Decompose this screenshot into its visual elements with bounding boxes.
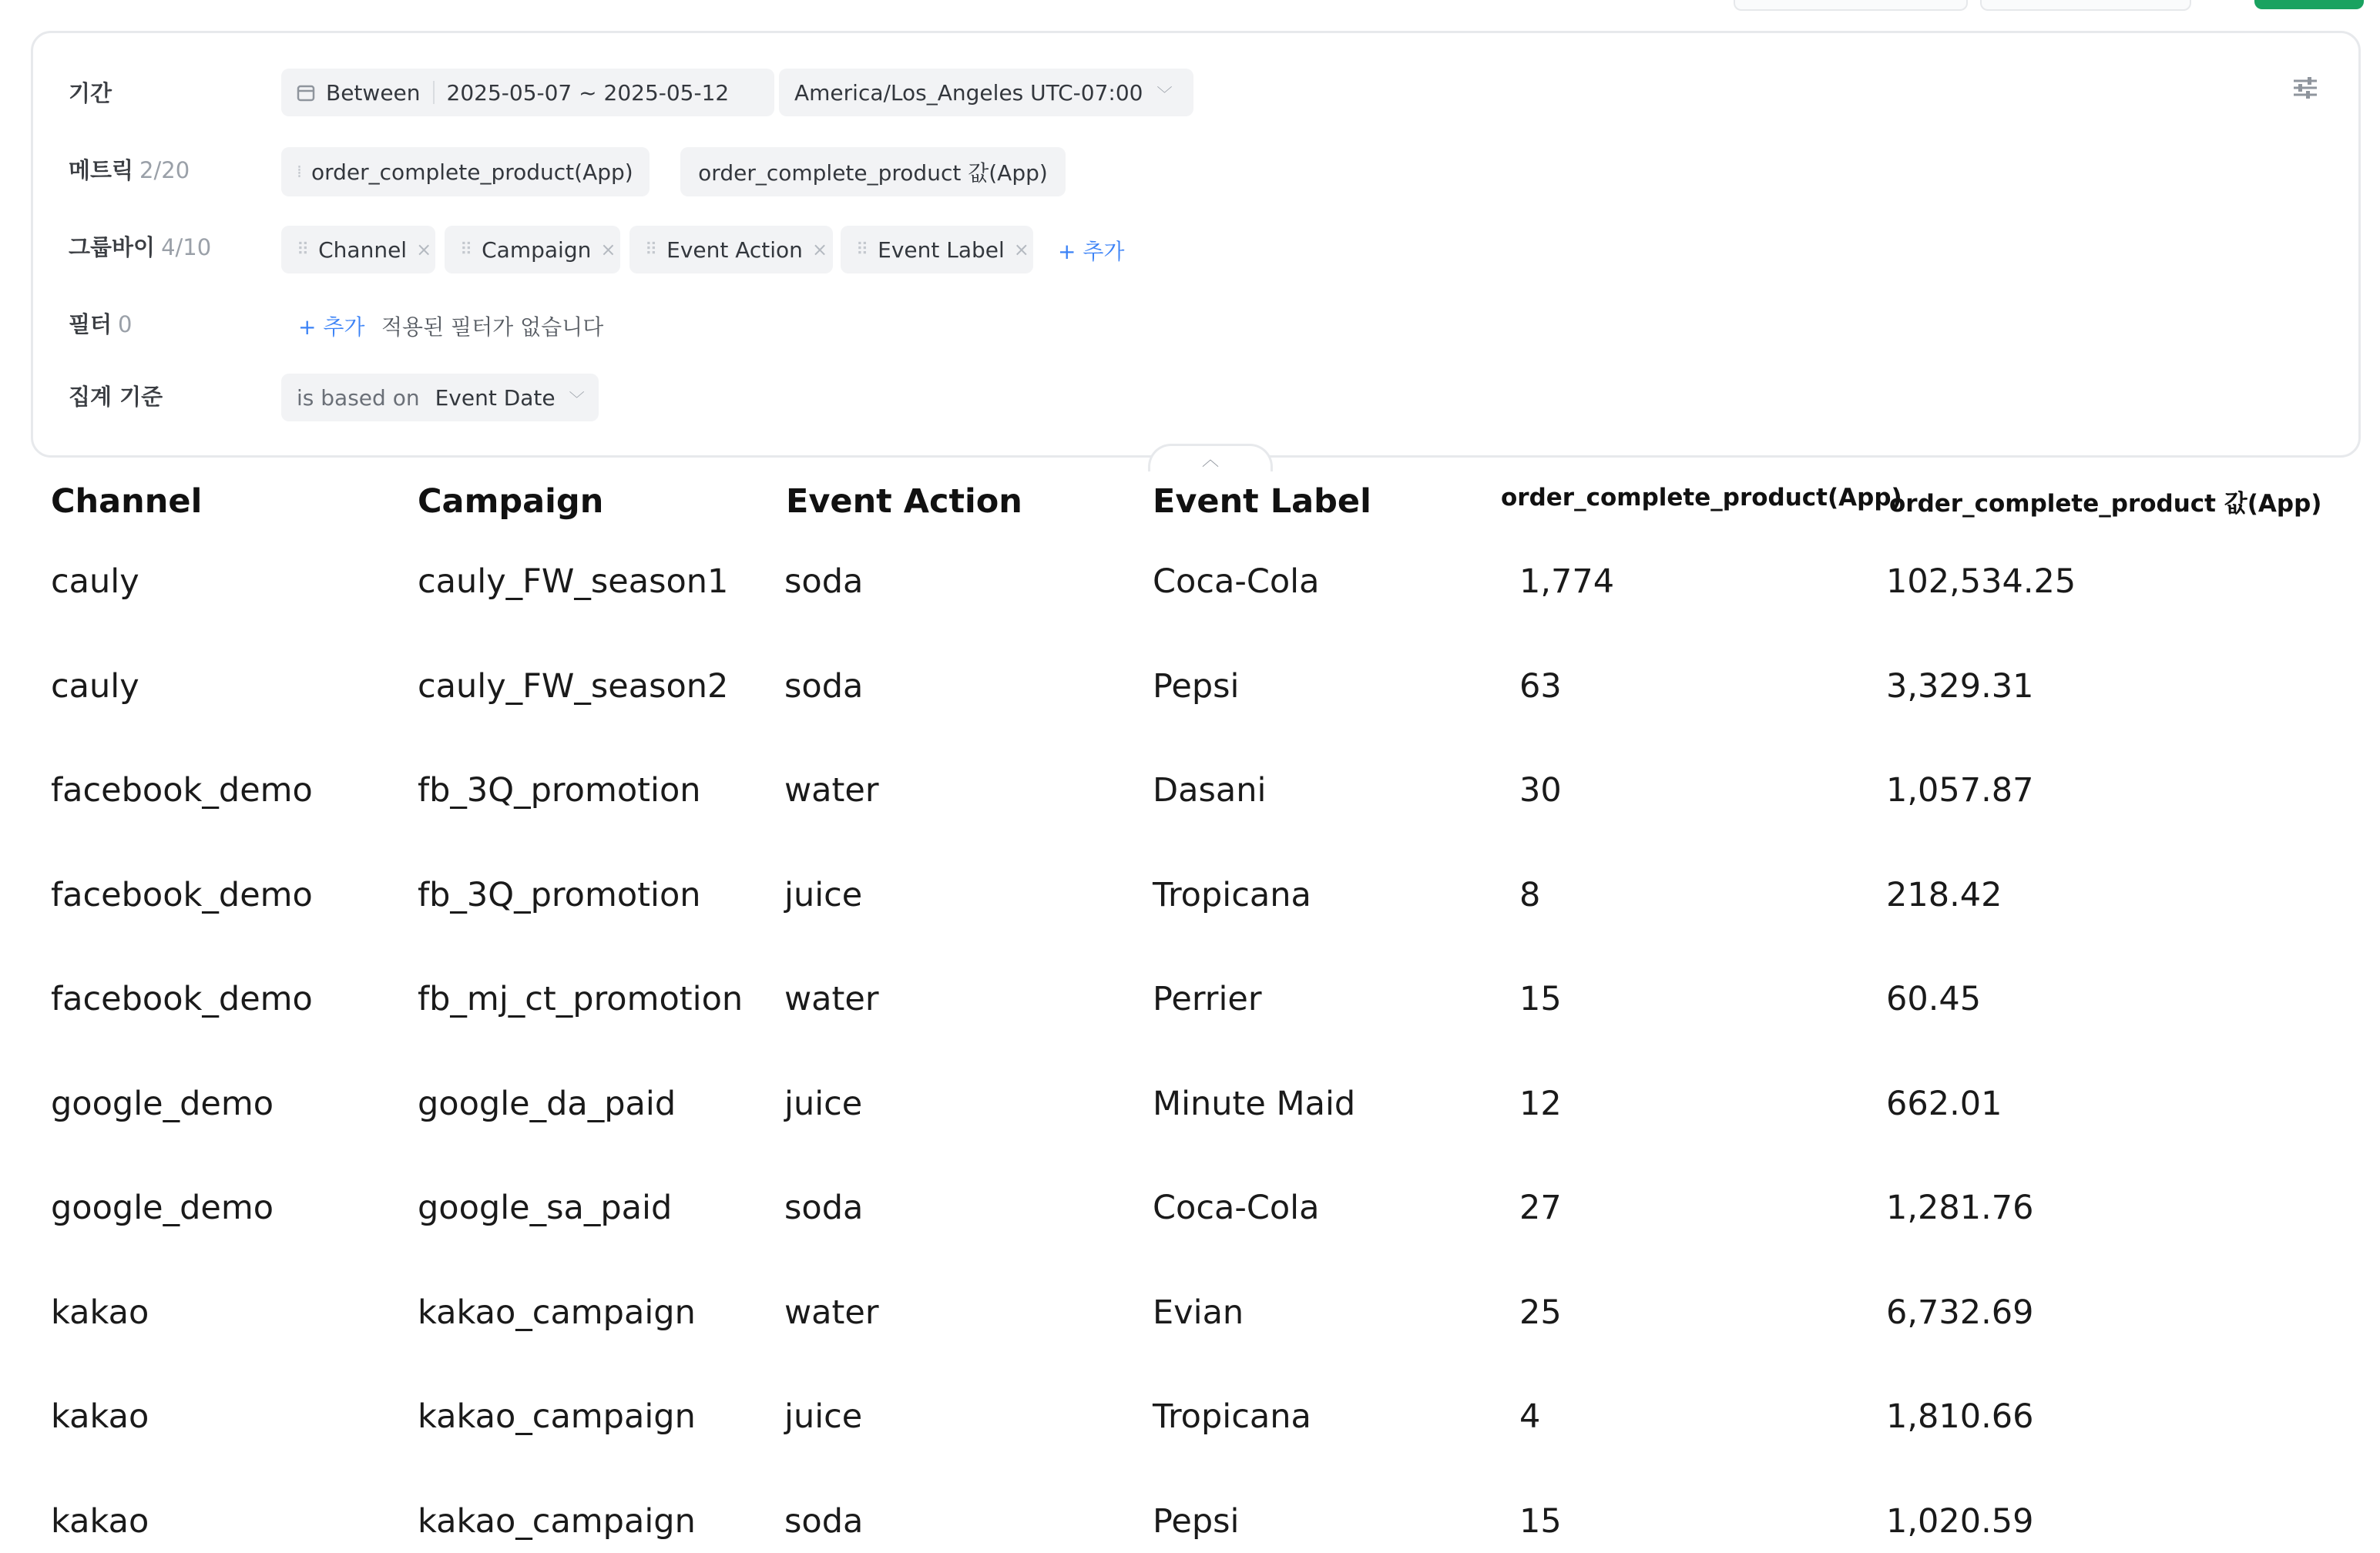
collapse-panel-button[interactable]	[1148, 444, 1273, 471]
groupby-chip-event-action[interactable]	[629, 226, 833, 273]
column-header-event-label[interactable]: Event Label	[1153, 482, 1371, 521]
metric-count-cell: 30	[1519, 771, 1562, 810]
groupby-chip-label: Event Label	[878, 236, 1005, 263]
metric-chip[interactable]	[680, 147, 1066, 196]
event-action-cell: soda	[784, 562, 864, 601]
metric-count-cell: 1,774	[1519, 562, 1615, 601]
channel-cell: kakao	[51, 1397, 149, 1436]
metric-chip[interactable]	[281, 147, 650, 196]
toolbar-stub	[1980, 0, 2191, 11]
event-label-cell: Coca-Cola	[1153, 562, 1320, 601]
event-action-cell: soda	[784, 1502, 864, 1541]
drag-handle-icon[interactable]: ⠿	[297, 240, 308, 260]
campaign-cell: kakao_campaign	[418, 1293, 696, 1332]
filter-add-button[interactable]: + 추가	[298, 314, 365, 340]
event-action-cell: water	[784, 1293, 879, 1332]
aggregation-value: Event Date	[435, 384, 556, 411]
close-icon[interactable]: ×	[1013, 239, 1029, 260]
metric-count-cell: 25	[1519, 1293, 1562, 1332]
event-label-cell: Evian	[1153, 1293, 1244, 1332]
chevron-down-icon: ﹀	[569, 389, 585, 408]
campaign-cell: fb_mj_ct_promotion	[418, 980, 744, 1018]
column-header-campaign[interactable]: Campaign	[418, 482, 604, 521]
metric-value-cell: 6,732.69	[1886, 1293, 2034, 1332]
channel-cell: cauly	[51, 562, 139, 601]
event-action-cell: water	[784, 771, 879, 810]
timezone-select[interactable]	[779, 69, 1193, 116]
close-icon[interactable]: ×	[416, 239, 432, 260]
column-header-metric-value[interactable]: order_complete_product 값(App)	[1889, 490, 2322, 518]
metric-value-cell: 3,329.31	[1886, 667, 2034, 706]
metric-count-cell: 27	[1519, 1189, 1562, 1227]
date-range-value: 2025-05-07 ~ 2025-05-12	[446, 79, 730, 106]
campaign-cell: fb_3Q_promotion	[418, 876, 701, 914]
channel-cell: google_demo	[51, 1085, 274, 1123]
event-label-cell: Dasani	[1153, 771, 1267, 810]
drag-handle-icon[interactable]: ⠿	[460, 240, 472, 260]
toolbar-stub	[1734, 0, 1968, 11]
metric-value-cell: 1,020.59	[1886, 1502, 2034, 1541]
metric-count-cell: 12	[1519, 1085, 1562, 1123]
event-label-cell: Pepsi	[1153, 667, 1240, 706]
metric-count-cell: 63	[1519, 667, 1562, 706]
channel-cell: kakao	[51, 1502, 149, 1541]
groupby-chip-channel[interactable]	[281, 226, 435, 273]
campaign-cell: google_sa_paid	[418, 1189, 673, 1227]
channel-cell: kakao	[51, 1293, 149, 1332]
groupby-chip-label: Campaign	[482, 236, 592, 263]
event-label-cell: Coca-Cola	[1153, 1189, 1320, 1227]
channel-cell: google_demo	[51, 1189, 274, 1227]
column-header-channel[interactable]: Channel	[51, 482, 203, 521]
metric-count-cell: 15	[1519, 1502, 1562, 1541]
campaign-cell: cauly_FW_season1	[418, 562, 729, 601]
column-header-metric-count[interactable]: order_complete_product(App)	[1501, 484, 1902, 512]
groupby-chip-campaign[interactable]	[445, 226, 620, 273]
drag-handle-icon[interactable]: ⠿	[645, 240, 656, 260]
close-icon[interactable]: ×	[811, 239, 828, 260]
query-panel	[31, 31, 2361, 458]
campaign-cell: google_da_paid	[418, 1085, 676, 1123]
event-label-cell: Perrier	[1153, 980, 1262, 1018]
metric-value-cell: 102,534.25	[1886, 562, 2076, 601]
chevron-up-icon: ︿	[1201, 451, 1219, 470]
drag-handle-icon[interactable]: ⠿	[856, 240, 868, 260]
metrics-label: 메트릭 2/20	[69, 157, 190, 183]
filter-label: 필터 0	[69, 311, 133, 337]
metric-value-cell: 1,810.66	[1886, 1397, 2034, 1436]
date-range-picker[interactable]	[281, 69, 774, 116]
divider	[433, 81, 435, 104]
metric-value-cell: 662.01	[1886, 1085, 2002, 1123]
metric-value-cell: 1,057.87	[1886, 771, 2034, 810]
filter-count: 0	[118, 311, 133, 337]
metric-count-cell: 4	[1519, 1397, 1541, 1436]
groupby-label: 그룹바이 4/10	[69, 234, 212, 260]
event-action-cell: juice	[784, 876, 863, 914]
campaign-cell: kakao_campaign	[418, 1397, 696, 1436]
aggregation-label: 집계 기준	[69, 384, 163, 410]
groupby-chip-label: Channel	[318, 236, 408, 263]
event-action-cell: soda	[784, 667, 864, 706]
timezone-value: America/Los_Angeles UTC-07:00	[794, 79, 1143, 106]
calendar-icon	[297, 83, 315, 102]
aggregation-prefix: is based on	[297, 384, 420, 411]
event-action-cell: soda	[784, 1189, 864, 1227]
metric-chip-label: order_complete_product(App)	[311, 159, 633, 185]
period-mode: Between	[326, 79, 421, 106]
metrics-count: 2/20	[139, 157, 190, 183]
channel-cell: facebook_demo	[51, 876, 313, 914]
channel-cell: facebook_demo	[51, 771, 313, 810]
metric-count-cell: 15	[1519, 980, 1562, 1018]
event-action-cell: juice	[784, 1397, 863, 1436]
drag-handle-icon[interactable]: ⁞	[297, 162, 300, 182]
metric-chip-label: order_complete_product 값(App)	[698, 160, 1048, 186]
aggregation-select[interactable]	[281, 374, 599, 421]
period-label: 기간	[69, 80, 112, 106]
chevron-down-icon: ﹀	[1156, 84, 1173, 103]
channel-cell: cauly	[51, 667, 139, 706]
campaign-cell: kakao_campaign	[418, 1502, 696, 1541]
run-button-stub[interactable]	[2254, 0, 2364, 9]
no-filter-text: 적용된 필터가 없습니다	[381, 314, 604, 340]
close-icon[interactable]: ×	[600, 239, 616, 260]
event-action-cell: water	[784, 980, 879, 1018]
event-label-cell: Pepsi	[1153, 1502, 1240, 1541]
campaign-cell: cauly_FW_season2	[418, 667, 729, 706]
settings-sliders-icon[interactable]	[2292, 76, 2318, 99]
metric-value-cell: 60.45	[1886, 980, 1982, 1018]
event-label-cell: Minute Maid	[1153, 1085, 1356, 1123]
event-label-cell: Tropicana	[1153, 876, 1311, 914]
groupby-count: 4/10	[161, 234, 212, 260]
metric-value-cell: 218.42	[1886, 876, 2002, 914]
channel-cell: facebook_demo	[51, 980, 313, 1018]
metric-count-cell: 8	[1519, 876, 1541, 914]
campaign-cell: fb_3Q_promotion	[418, 771, 701, 810]
groupby-chip-label: Event Action	[666, 236, 803, 263]
column-header-event-action[interactable]: Event Action	[786, 482, 1022, 521]
groupby-chip-event-label[interactable]	[841, 226, 1033, 273]
event-action-cell: juice	[784, 1085, 863, 1123]
event-label-cell: Tropicana	[1153, 1397, 1311, 1436]
groupby-add-button[interactable]: + 추가	[1058, 239, 1125, 264]
metric-value-cell: 1,281.76	[1886, 1189, 2034, 1227]
